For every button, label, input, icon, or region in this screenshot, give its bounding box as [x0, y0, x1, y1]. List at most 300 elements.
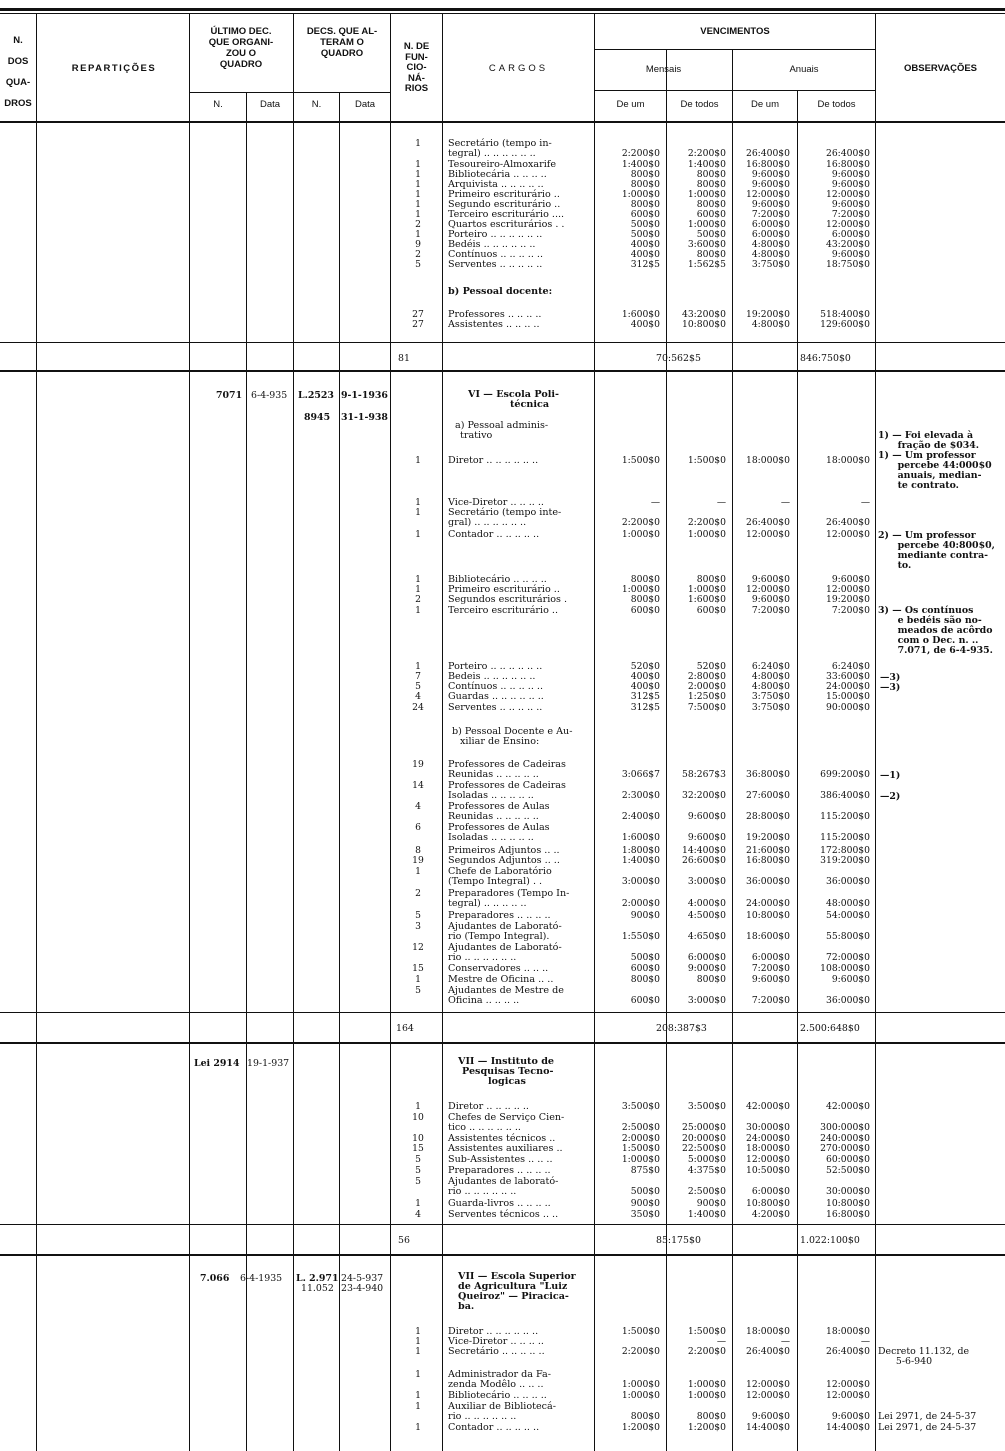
s4-decs-data-1: 23-4-940	[341, 1283, 384, 1294]
s1-row-mensal-um: 500$0	[630, 219, 660, 230]
s2-admin-row-cargo: Terceiro escriturário ..	[448, 605, 558, 616]
header-reparticoes: REPARTIÇÕES	[71, 63, 157, 74]
s4-row-cargo: zenda Modêlo .. .. ..	[448, 1378, 544, 1390]
s1-row-anual-todos: 9:600$0	[831, 179, 870, 190]
s4-row-anual-um: 12:000$0	[745, 1390, 790, 1401]
header-mensais: Mensais	[645, 64, 682, 75]
s3-row-anual-um: 4:200$0	[751, 1209, 790, 1220]
s3-row-anual-um: 6:000$0	[751, 1185, 790, 1197]
s1-subtitle-docente: b) Pessoal docente:	[448, 286, 553, 297]
s1-row-count: 5	[415, 259, 421, 270]
s1-row-count: 1	[415, 169, 421, 180]
s2-admin-row-mensal-todos: 2:000$0	[687, 681, 726, 692]
s1-row-mensal-todos: 800$0	[696, 169, 726, 180]
s4-row-anual-um: 18:000$0	[745, 1326, 790, 1337]
s1-docente-row-anual-todos: 518:400$0	[820, 309, 870, 320]
s4-row-obs: Lei 2971, de 24-5-37	[878, 1422, 977, 1433]
s2-docente-row-mensal-todos: 9:600$0	[687, 810, 726, 822]
s2-docente-row-anual-todos: 108:000$0	[820, 963, 870, 974]
s2-admin-row-count: 7	[415, 671, 421, 682]
s3-row-mensal-todos: 1:400$0	[687, 1209, 726, 1220]
s2-admin-row-anual-um: 18:000$0	[745, 455, 790, 466]
s2-docente-row-anual-um: 27:600$0	[745, 789, 790, 801]
s2-admin-row-anual-todos: 19:200$0	[825, 594, 870, 605]
s3-row-mensal-um: 500$0	[630, 1185, 660, 1197]
s2-admin-row-anual-todos: 15:000$0	[825, 691, 870, 702]
s2-admin-row-cargo: Bedeis .. .. .. .. .. ..	[448, 671, 536, 682]
s3-row-count: 5	[415, 1154, 421, 1165]
s2-obs-2: 2) — Um professor percebe 40:800$0, mediante contra- to.	[878, 530, 995, 571]
s4-row-count: 1	[415, 1369, 421, 1380]
s2-docente-row-anual-um: 36:800$0	[745, 768, 790, 780]
s2-docente-row-anual-todos: 36:000$0	[825, 875, 870, 887]
s1-row-mensal-todos: 800$0	[696, 249, 726, 260]
s1-row-cargo: Arquivista .. .. .. .. ..	[448, 179, 544, 190]
s1-row-cargo: Bibliotecária .. .. .. ..	[448, 169, 547, 180]
s2-docente-row-cargo: Reunidas .. .. .. .. ..	[448, 768, 539, 780]
s2-admin-row-count: 1	[415, 661, 421, 672]
s4-row-count: 1	[415, 1401, 421, 1412]
s2-admin-row-mensal-um: 400$0	[630, 671, 660, 682]
header-sub-n-2: N.	[311, 99, 322, 110]
s2-admin-row-mensal-um: —	[650, 497, 660, 508]
s1-row-mensal-um: 1:000$0	[621, 189, 660, 200]
s4-decs-n-1: 11.052	[301, 1283, 334, 1294]
s2-docente-row-mensal-todos: 3:000$0	[687, 994, 726, 1006]
s3-row-cargo: Assistentes técnicos ..	[448, 1133, 556, 1144]
s1-row-anual-um: 6:000$0	[751, 219, 790, 230]
s2-admin-row-cargo: Secretário (tempo inte-	[448, 507, 562, 518]
s4-row-anual-todos: —	[860, 1336, 870, 1347]
s2-docente-row-cargo: Chefe de Laboratório	[448, 866, 552, 877]
header-de-todos-1: De todos	[680, 99, 719, 110]
s2-admin-row-mensal-todos: 1:000$0	[687, 529, 726, 540]
s2-docente-row-anual-um: 24:000$0	[745, 897, 790, 909]
s3-row-mensal-um: 1:500$0	[621, 1143, 660, 1154]
s3-row-count: 10	[412, 1112, 424, 1123]
s2-docente-row-cargo: tegral) .. .. .. .. ..	[448, 897, 527, 909]
s3-row-anual-um: 10:500$0	[745, 1165, 790, 1176]
s3-row-anual-um: 12:000$0	[745, 1154, 790, 1165]
s2-admin-row-cargo: Diretor .. .. .. .. .. ..	[448, 455, 539, 466]
s2-docente-row-cargo: Reunidas .. .. .. .. ..	[448, 810, 539, 822]
s2-docente-row-mensal-todos: 4:650$0	[687, 930, 726, 942]
s1-row-anual-todos: 7:200$0	[831, 209, 870, 220]
s2-docente-row-cargo: Professores de Aulas	[448, 801, 550, 812]
s1-docente-row-mensal-um: 400$0	[630, 319, 660, 330]
s2-total-n: 164	[396, 1023, 414, 1034]
s3-title: VII — Instituto de	[458, 1056, 555, 1067]
s4-row-count: 1	[415, 1326, 421, 1337]
s2-admin-row-mensal-todos: 1:600$0	[687, 594, 726, 605]
s4-title: ba.	[458, 1301, 475, 1312]
s2-docente-row-anual-um: 18:600$0	[745, 930, 790, 942]
s2-docente-row-anual-todos: 115:200$0	[820, 810, 870, 822]
s1-row-mensal-todos: 1:562$5	[687, 259, 726, 270]
s2-admin-row-anual-todos: 9:600$0	[831, 574, 870, 585]
s2-admin-row-count: 1	[415, 507, 421, 518]
s2-docente-row-cargo: Preparadores .. .. .. ..	[448, 910, 551, 921]
s4-row-mensal-todos: 1:500$0	[687, 1326, 726, 1337]
s4-row-count: 1	[415, 1346, 421, 1357]
s1-row-anual-um: 16:800$0	[745, 159, 790, 170]
s2-docente-row-cargo: Segundos Adjuntos .. ..	[448, 855, 560, 866]
s2-docente-row-cargo: Mestre de Oficina .. ..	[448, 974, 554, 985]
s2-admin-row-anual-um: 3:750$0	[751, 691, 790, 702]
s2-docente-row-count: 1	[415, 974, 421, 985]
s4-row-count: 1	[415, 1390, 421, 1401]
s1-row-cargo: tegral) .. .. .. .. .. ..	[448, 147, 536, 159]
s2-obs-ref: —3)	[880, 682, 901, 693]
s3-row-anual-todos: 240:000$0	[820, 1133, 870, 1144]
header-sub-data-2: Data	[354, 99, 376, 110]
s3-row-mensal-um: 2:000$0	[621, 1133, 660, 1144]
s4-row-obs: Lei 2971, de 24-5-37	[878, 1410, 977, 1422]
s2-admin-row-mensal-um: 312$5	[630, 691, 660, 702]
s1-docente-row-anual-todos: 129:600$0	[820, 319, 870, 330]
s2-admin-row-mensal-todos: 7:500$0	[687, 702, 726, 713]
s3-row-count: 4	[415, 1209, 421, 1220]
s2-docente-row-mensal-todos: 32:200$0	[681, 789, 726, 801]
s2-docente-row-count: 1	[415, 866, 421, 877]
s2-docente-row-cargo: Preparadores (Tempo In-	[448, 888, 570, 899]
s1-row-anual-todos: 9:600$0	[831, 169, 870, 180]
s1-row-anual-todos: 9:600$0	[831, 199, 870, 210]
s4-row-mensal-todos: 2:200$0	[687, 1346, 726, 1357]
s4-row-obs: Decreto 11.132, de 5-6-940	[878, 1346, 970, 1367]
s1-row-count: 2	[415, 219, 421, 230]
s3-total-n: 56	[398, 1235, 410, 1246]
s2-admin-row-anual-todos: 26:400$0	[825, 516, 870, 528]
s2-admin-row-mensal-todos: —	[716, 497, 726, 508]
s4-row-cargo: Contador .. .. .. .. ..	[448, 1422, 540, 1433]
s2-subtitle-docente: xiliar de Ensino:	[460, 736, 540, 747]
s1-row-anual-um: 12:000$0	[745, 189, 790, 200]
s2-docente-row-cargo: Ajudantes de Laborató-	[448, 921, 562, 932]
s2-docente-row-mensal-todos: 6:000$0	[687, 951, 726, 963]
s3-row-mensal-um: 900$0	[630, 1198, 660, 1209]
s2-admin-row-mensal-um: 520$0	[630, 661, 660, 672]
s4-row-cargo: Administrador da Fa-	[448, 1369, 551, 1380]
s2-admin-row-cargo: Guardas .. .. .. .. .. ..	[448, 691, 544, 702]
header-n-funcionarios: N. DE FUN- CIO- NÁ- RIOS	[403, 41, 430, 94]
s2-docente-row-count: 12	[412, 942, 424, 953]
s2-docente-row-count: 19	[412, 759, 424, 770]
s2-admin-row-count: 1	[415, 455, 421, 466]
s2-admin-row-anual-um: 12:000$0	[745, 584, 790, 595]
s4-decs-data-0: 24-5-937	[341, 1273, 384, 1284]
s2-admin-row-count: 1	[415, 497, 421, 508]
s3-row-count: 1	[415, 1101, 421, 1112]
s2-docente-row-anual-um: 6:000$0	[751, 951, 790, 963]
s3-row-mensal-um: 1:000$0	[621, 1154, 660, 1165]
s3-total-anual: 1.022:100$0	[800, 1235, 860, 1246]
s4-row-mensal-todos: —	[716, 1336, 726, 1347]
s1-row-anual-todos: 6:000$0	[831, 229, 870, 240]
s4-row-mensal-todos: 1:000$0	[687, 1390, 726, 1401]
s2-docente-row-count: 5	[415, 985, 421, 996]
header-observacoes: OBSERVAÇÕES	[903, 63, 978, 74]
s2-subtitle-docente: b) Pessoal Docente e Au-	[452, 726, 573, 737]
s3-row-anual-todos: 42:000$0	[825, 1101, 870, 1112]
s2-admin-row-anual-um: —	[780, 497, 790, 508]
s1-row-mensal-um: 400$0	[630, 239, 660, 250]
s2-docente-row-mensal-todos: 4:500$0	[687, 910, 726, 921]
s1-row-anual-um: 9:600$0	[751, 199, 790, 210]
s1-row-cargo: Primeiro escriturário ..	[448, 189, 560, 200]
s3-row-mensal-todos: 25:000$0	[681, 1121, 726, 1133]
s2-obs-ref: —3)	[880, 672, 901, 683]
s2-admin-row-mensal-um: 600$0	[630, 605, 660, 616]
s2-obs-ref: —1)	[880, 770, 901, 781]
s1-total-mensal: 70:562$5	[656, 353, 701, 364]
header-vencimentos: VENCIMENTOS	[700, 26, 770, 37]
s2-admin-row-anual-todos: 24:000$0	[825, 681, 870, 692]
s1-row-anual-todos: 12:000$0	[825, 189, 870, 200]
s2-docente-row-mensal-todos: 800$0	[696, 974, 726, 985]
s1-row-count: 1	[415, 159, 421, 170]
s3-row-mensal-todos: 2:500$0	[687, 1185, 726, 1197]
s1-row-count: 1	[415, 179, 421, 190]
s3-title: logicas	[488, 1076, 526, 1087]
s2-admin-row-mensal-um: 1:500$0	[621, 455, 660, 466]
s1-docente-row-mensal-um: 1:600$0	[621, 309, 660, 320]
s1-row-count: 1	[415, 199, 421, 210]
s1-row-mensal-um: 400$0	[630, 249, 660, 260]
s1-row-mensal-todos: 600$0	[696, 209, 726, 220]
s2-docente-row-mensal-todos: 3:000$0	[687, 875, 726, 887]
s2-admin-row-count: 1	[415, 574, 421, 585]
header-cargos: CARGOS	[488, 63, 549, 74]
s2-docente-row-anual-um: 21:600$0	[745, 845, 790, 856]
s2-docente-row-anual-todos: 72:000$0	[825, 951, 870, 963]
s1-row-mensal-um: 800$0	[630, 169, 660, 180]
s2-admin-row-anual-um: 7:200$0	[751, 605, 790, 616]
s2-docente-row-cargo: Ajudantes de Laborató-	[448, 942, 562, 953]
s1-row-cargo: Contínuos .. .. .. .. ..	[448, 249, 544, 260]
s2-admin-row-anual-um: 4:800$0	[751, 681, 790, 692]
s3-row-cargo: Chefes de Serviço Cien-	[448, 1112, 565, 1123]
s4-row-anual-todos: 26:400$0	[825, 1346, 870, 1357]
s3-row-mensal-um: 875$0	[630, 1165, 660, 1176]
s2-admin-row-anual-todos: 90:000$0	[825, 702, 870, 713]
s2-admin-row-anual-um: 26:400$0	[745, 516, 790, 528]
s2-docente-row-mensal-todos: 14:400$0	[681, 845, 726, 856]
s2-total-anual: 2.500:648$0	[800, 1023, 860, 1034]
s4-title: VII — Escola Superior	[458, 1271, 576, 1282]
s1-row-count: 1	[415, 189, 421, 200]
s1-row-cargo: Tesoureiro-Almoxarife	[448, 159, 557, 170]
s2-docente-row-anual-todos: 54:000$0	[825, 910, 870, 921]
s3-ultimo-data: 19-1-937	[247, 1058, 290, 1069]
s2-docente-row-cargo: Isoladas .. .. .. .. ..	[448, 789, 534, 801]
s2-docente-row-cargo: rio (Tempo Integral).	[448, 930, 550, 942]
s1-row-mensal-todos: 2:200$0	[687, 147, 726, 159]
s3-row-count: 10	[412, 1133, 424, 1144]
s2-docente-row-anual-um: 10:800$0	[745, 910, 790, 921]
s3-row-anual-um: 24:000$0	[745, 1133, 790, 1144]
s2-docente-row-count: 2	[415, 888, 421, 899]
s1-row-anual-um: 7:200$0	[751, 209, 790, 220]
s2-docente-row-anual-todos: 55:800$0	[825, 930, 870, 942]
s2-docente-row-anual-um: 28:800$0	[745, 810, 790, 822]
s2-docente-row-anual-um: 19:200$0	[745, 831, 790, 843]
s4-row-count: 1	[415, 1336, 421, 1347]
s2-docente-row-anual-um: 36:000$0	[745, 875, 790, 887]
s3-row-anual-todos: 30:000$0	[825, 1185, 870, 1197]
s2-docente-row-anual-todos: 319:200$0	[820, 855, 870, 866]
s2-docente-row-cargo: Oficina .. .. .. ..	[448, 994, 520, 1006]
s4-ultimo-data: 6-4-1935	[240, 1273, 283, 1284]
s1-row-mensal-um: 800$0	[630, 199, 660, 210]
s4-row-anual-todos: 14:400$0	[825, 1422, 870, 1433]
s1-row-anual-um: 9:600$0	[751, 179, 790, 190]
s4-row-cargo: Bibliotecário .. .. .. ..	[448, 1390, 547, 1401]
s2-title: VI — Escola Poli-	[468, 389, 559, 400]
s3-row-anual-um: 42:000$0	[745, 1101, 790, 1112]
s4-row-count: 1	[415, 1422, 421, 1433]
s2-decs-data-0: 9-1-1936	[341, 390, 388, 401]
s4-row-mensal-um: 1:200$0	[621, 1422, 660, 1433]
s1-row-mensal-todos: 3:600$0	[687, 239, 726, 250]
s2-admin-row-anual-um: 6:240$0	[751, 661, 790, 672]
s2-admin-row-anual-um: 9:600$0	[751, 574, 790, 585]
s2-docente-row-mensal-todos: 4:000$0	[687, 897, 726, 909]
s3-row-count: 5	[415, 1165, 421, 1176]
s2-admin-row-count: 4	[415, 691, 421, 702]
s2-docente-row-mensal-um: 2:300$0	[621, 789, 660, 801]
s3-row-count: 15	[412, 1143, 424, 1154]
s4-row-cargo: rio .. .. .. .. .. ..	[448, 1410, 517, 1422]
s1-row-anual-todos: 26:400$0	[825, 147, 870, 159]
s3-row-count: 1	[415, 1198, 421, 1209]
s2-docente-row-mensal-todos: 26:600$0	[681, 855, 726, 866]
s3-row-anual-todos: 10:800$0	[825, 1198, 870, 1209]
s2-docente-row-anual-todos: 386:400$0	[820, 789, 870, 801]
s2-admin-row-cargo: Porteiro .. .. .. .. .. ..	[448, 661, 543, 672]
s2-admin-row-anual-um: 9:600$0	[751, 594, 790, 605]
s2-docente-row-anual-todos: 48:000$0	[825, 897, 870, 909]
s4-title: de Agricultura "Luiz	[458, 1281, 568, 1292]
s1-row-cargo: Porteiro .. .. .. .. .. ..	[448, 229, 543, 240]
s2-docente-row-cargo: rio .. .. .. .. .. ..	[448, 951, 517, 963]
header-sub-n-1: N.	[213, 99, 223, 110]
s2-decs-n-1: 8945	[304, 412, 331, 423]
s2-docente-row-mensal-um: 600$0	[630, 963, 660, 974]
s2-docente-row-mensal-um: 3:000$0	[621, 875, 660, 887]
s2-admin-row-mensal-todos: 600$0	[696, 605, 726, 616]
s3-row-cargo: Assistentes auxiliares ..	[448, 1143, 563, 1154]
s3-row-mensal-todos: 3:500$0	[687, 1101, 726, 1112]
s4-row-mensal-todos: 1:000$0	[687, 1378, 726, 1390]
s2-admin-row-cargo: gral) .. .. .. .. .. ..	[448, 516, 527, 528]
s2-title: técnica	[510, 399, 550, 410]
s3-row-mensal-um: 350$0	[630, 1209, 660, 1220]
s4-row-mensal-um: 2:200$0	[621, 1346, 660, 1357]
s1-row-mensal-todos: 1:000$0	[687, 219, 726, 230]
s1-docente-row-anual-um: 19:200$0	[745, 309, 790, 320]
s2-docente-row-anual-todos: 115:200$0	[820, 831, 870, 843]
s2-admin-row-mensal-um: 800$0	[630, 574, 660, 585]
s3-row-cargo: rio .. .. .. .. .. ..	[448, 1185, 517, 1197]
s1-total-anual: 846:750$0	[800, 353, 851, 364]
s2-admin-row-count: 1	[415, 605, 421, 616]
s2-docente-row-mensal-um: 3:066$7	[621, 768, 660, 780]
s1-row-mensal-todos: 500$0	[696, 229, 726, 240]
s2-admin-row-count: 24	[412, 702, 424, 713]
s1-row-anual-um: 3:750$0	[751, 259, 790, 270]
s3-row-cargo: Ajudantes de laborató-	[448, 1176, 559, 1187]
s1-docente-row-anual-um: 4:800$0	[751, 319, 790, 330]
s2-docente-row-mensal-um: 900$0	[630, 910, 660, 921]
s3-row-anual-todos: 60:000$0	[825, 1154, 870, 1165]
s1-docente-row-count: 27	[412, 319, 424, 330]
s3-row-mensal-um: 3:500$0	[621, 1101, 660, 1112]
s1-row-cargo: Secretário (tempo in-	[448, 138, 552, 149]
s1-row-count: 1	[415, 138, 421, 149]
s3-row-mensal-todos: 900$0	[696, 1198, 726, 1209]
s2-admin-row-anual-todos: 7:200$0	[831, 605, 870, 616]
s4-ultimo-n: 7.066	[200, 1273, 230, 1284]
s2-admin-row-mensal-um: 1:000$0	[621, 529, 660, 540]
s3-row-mensal-todos: 4:375$0	[687, 1165, 726, 1176]
s4-row-anual-todos: 18:000$0	[825, 1326, 870, 1337]
s1-total-n: 81	[398, 353, 410, 364]
s4-row-mensal-um: 1:500$0	[621, 1326, 660, 1337]
s1-row-anual-um: 9:600$0	[751, 169, 790, 180]
s2-docente-row-count: 8	[415, 845, 421, 856]
s1-row-anual-todos: 9:600$0	[831, 249, 870, 260]
s3-row-cargo: Serventes técnicos .. ..	[448, 1209, 559, 1220]
s4-decs-n-0: L. 2.971	[296, 1273, 339, 1284]
s2-admin-row-mensal-um: 2:200$0	[621, 516, 660, 528]
s2-admin-row-mensal-todos: 2:800$0	[687, 671, 726, 682]
s2-admin-row-mensal-todos: 1:500$0	[687, 455, 726, 466]
s2-admin-row-mensal-todos: 800$0	[696, 574, 726, 585]
s2-admin-row-cargo: Serventes .. .. .. .. ..	[448, 702, 543, 713]
s2-docente-row-count: 4	[415, 801, 421, 812]
s1-row-cargo: Serventes .. .. .. .. ..	[448, 259, 543, 270]
s3-row-anual-um: 10:800$0	[745, 1198, 790, 1209]
s1-row-count: 9	[415, 239, 421, 250]
s3-title: Pesquisas Tecno-	[462, 1066, 554, 1077]
s3-row-anual-todos: 300:000$0	[820, 1121, 870, 1133]
s4-row-anual-um: 12:000$0	[745, 1378, 790, 1390]
s2-admin-row-cargo: Vice-Diretor .. .. .. ..	[448, 497, 544, 508]
s4-row-cargo: Auxiliar de Bibliotecá-	[448, 1401, 556, 1412]
header-ultimo-dec: ÚLTIMO DEC. QUE ORGANI- ZOU O QUADRO	[208, 26, 274, 70]
s1-docente-row-cargo: Professores .. .. .. ..	[448, 309, 542, 320]
s2-docente-row-anual-um: 7:200$0	[751, 994, 790, 1006]
s2-admin-row-cargo: Primeiro escriturário ..	[448, 584, 560, 595]
s2-docente-row-mensal-um: 1:800$0	[621, 845, 660, 856]
s2-docente-row-count: 6	[415, 822, 421, 833]
s2-docente-row-count: 14	[412, 780, 424, 791]
s3-row-anual-todos: 270:000$0	[820, 1143, 870, 1154]
s2-admin-row-anual-um: 4:800$0	[751, 671, 790, 682]
s1-row-anual-todos: 18:750$0	[825, 259, 870, 270]
s2-decs-n-0: L.2523	[298, 390, 334, 401]
s2-docente-row-cargo: Ajudantes de Mestre de	[448, 985, 564, 996]
s4-row-anual-um: 14:400$0	[745, 1422, 790, 1433]
s4-row-anual-todos: 12:000$0	[825, 1378, 870, 1390]
s1-row-cargo: Segundo escriturário ..	[448, 199, 561, 210]
s4-row-mensal-um: 1:000$0	[621, 1390, 660, 1401]
s2-docente-row-count: 3	[415, 921, 421, 932]
s2-admin-row-count: 1	[415, 529, 421, 540]
s1-row-cargo: Terceiro escriturário ....	[448, 209, 565, 220]
s3-row-count: 5	[415, 1176, 421, 1187]
